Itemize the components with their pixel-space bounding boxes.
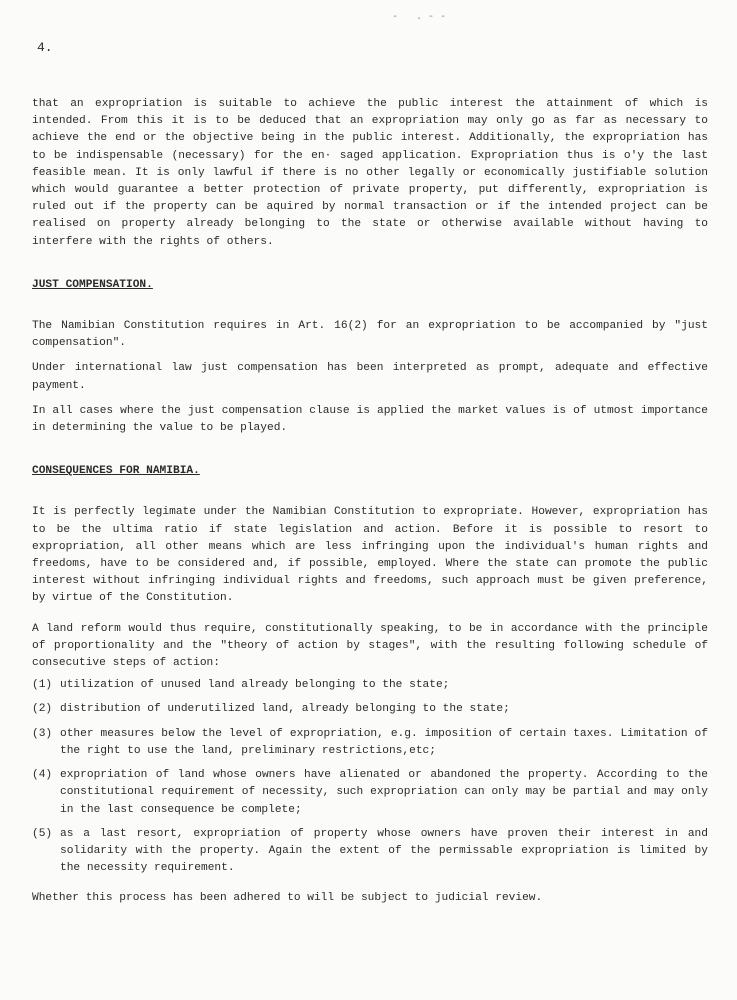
step-text: other measures below the level of expropriation, e.g. imposition of certain taxes. Limitation of the right to use the land, preliminary restrictions,etc; [60,727,708,757]
heading-just-compensation: JUST COMPENSATION. [32,278,153,291]
step-text: utilization of unused land already belonging to the state; [60,679,450,692]
just-compensation-paragraph-2: Under international law just compensation has been interpreted as prompt, adequate and effective payment. [32,362,708,392]
consequences-paragraph-1: It is perfectly legimate under the Namibian Constitution to expropriate. However, expropriation has to be the ultima ratio if state legislation and action. Before it is possible to resort to expropriation, all other means which are less infringing upon the individual's human rights and freedoms, have to be considered and, if possible, employed. Where the state can promote the public interest without infringing individual rights and freedoms, such approach must be given preference, by virtue of the Constitution. [32,506,708,605]
consequences-paragraph-2: A land reform would thus require, constitutionally speaking, to be in accordance with the principle of proportionality and the "theory of action by stages", with the resulting following schedule of consecutive steps of action: [32,622,708,670]
list-item [32,677,708,694]
step-number: (2) [32,703,53,716]
closing-paragraph: Whether this process has been adhered to will be subject to judicial review. [32,892,543,905]
scan-marks: - .-- [392,12,453,23]
just-compensation-paragraph-3: In all cases where the just compensation clause is applied the market values is of utmost importance in determining the value to be played. [32,404,708,435]
step-number: (3) [32,727,53,740]
intro-paragraph: that an expropriation is suitable to achieve the public interest the attainment of which is intended. From this it is to be deduced that an expropriation may only go as far as necessary to achieve the end or the objective being in the public interest. Additionally, the expropriation has to be indispensable (necessary) for the en· saged application. Expropriation thus is o'y the last feasible mean. It is only lawful if there is no other legally or economically justifiable solution which would guarantee a better protection of private property, put differently, expropriation is ruled out if the property can be aquired by normal transaction or if the intended project can be realised on property already belonging to the state or otherwise available without having to interfere with the rights of others. [32,98,708,248]
step-number: (4) [32,769,53,782]
page-number: 4. [37,40,53,55]
step-text: as a last resort, expropriation of property whose owners have proven their interest in and solidarity with the property. Again the extent of the permissable expropriation is limited by the necessity requirement. [60,827,708,875]
list-item [32,767,708,819]
document-body [32,96,708,908]
heading-consequences: CONSEQUENCES FOR NAMIBIA. [32,465,200,478]
step-text: expropriation of land whose owners have alienated or abandoned the property. According to the constitutional requirement of necessity, such expropriation can only may be partial and may only in the last consequence be complete; [60,769,708,816]
step-number: (1) [32,679,53,692]
list-item [32,701,708,718]
steps-list [32,677,708,877]
list-item [32,826,708,878]
step-number: (5) [32,827,53,840]
just-compensation-paragraph-1: The Namibian Constitution requires in Art. 16(2) for an expropriation to be accompanied by "just compensation". [32,320,708,350]
step-text: distribution of underutilized land, already belonging to the state; [60,703,510,716]
list-item [32,726,708,760]
